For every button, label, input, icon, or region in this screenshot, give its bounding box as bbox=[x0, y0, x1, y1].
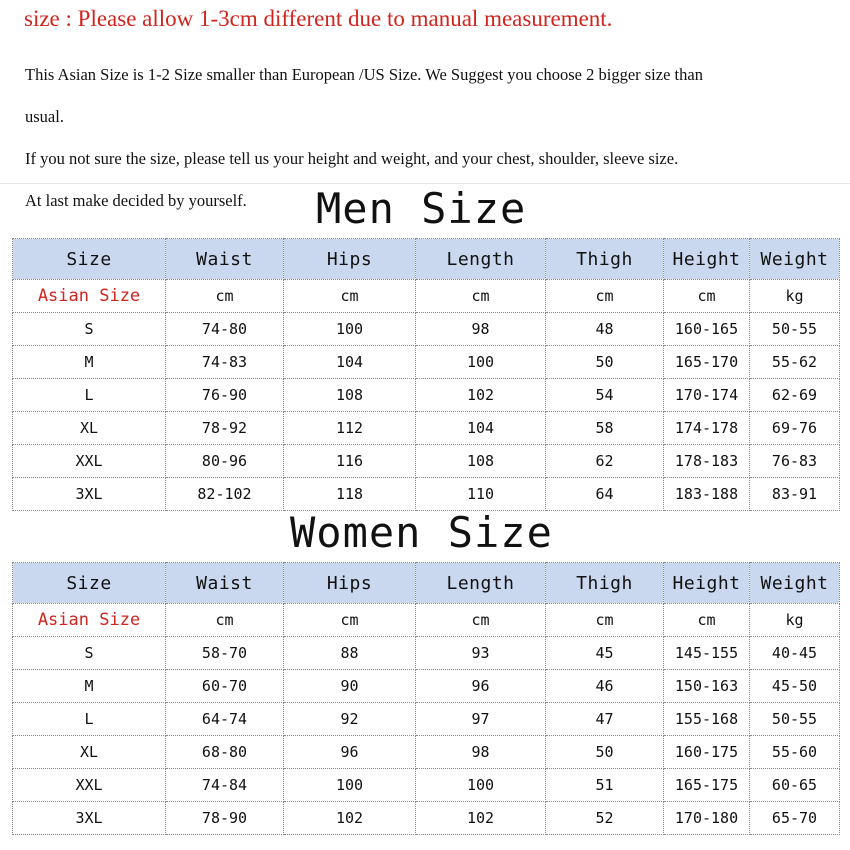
measurement-cell: 165-175 bbox=[664, 769, 750, 802]
measurement-cell: 47 bbox=[546, 703, 664, 736]
size-label-cell: L bbox=[13, 379, 166, 412]
measurement-cell: 64-74 bbox=[166, 703, 284, 736]
measurement-cell: 170-174 bbox=[664, 379, 750, 412]
size-label-cell: 3XL bbox=[13, 478, 166, 511]
column-header: Length bbox=[416, 239, 546, 280]
measurement-cell: 98 bbox=[416, 313, 546, 346]
measurement-notice: size : Please allow 1-3cm different due to manual measurement. bbox=[24, 6, 613, 31]
size-label-cell: S bbox=[13, 637, 166, 670]
units-row bbox=[13, 604, 840, 637]
unit-cell: cm bbox=[664, 604, 750, 637]
size-label-cell: XXL bbox=[13, 769, 166, 802]
measurement-cell: 83-91 bbox=[750, 478, 840, 511]
measurement-cell: 48 bbox=[546, 313, 664, 346]
measurement-cell: 96 bbox=[416, 670, 546, 703]
measurement-cell: 55-62 bbox=[750, 346, 840, 379]
column-header: Height bbox=[664, 239, 750, 280]
measurement-cell: 102 bbox=[416, 379, 546, 412]
measurement-cell: 88 bbox=[284, 637, 416, 670]
table-row bbox=[13, 736, 840, 769]
measurement-cell: 64 bbox=[546, 478, 664, 511]
column-header: Length bbox=[416, 563, 546, 604]
measurement-cell: 62 bbox=[546, 445, 664, 478]
size-label-cell: XL bbox=[13, 736, 166, 769]
measurement-cell: 69-76 bbox=[750, 412, 840, 445]
asian-size-label: Asian Size bbox=[13, 280, 166, 313]
size-label-cell: S bbox=[13, 313, 166, 346]
column-header: Height bbox=[664, 563, 750, 604]
size-advice-line-4: At last make decided by yourself. bbox=[25, 191, 247, 210]
measurement-cell: 108 bbox=[284, 379, 416, 412]
measurement-cell: 74-84 bbox=[166, 769, 284, 802]
measurement-cell: 100 bbox=[284, 313, 416, 346]
men-size-title: Men Size bbox=[316, 184, 527, 233]
size-advice-line-2: usual. bbox=[25, 107, 64, 126]
measurement-cell: 50 bbox=[546, 736, 664, 769]
measurement-cell: 92 bbox=[284, 703, 416, 736]
table-row bbox=[13, 445, 840, 478]
measurement-cell: 80-96 bbox=[166, 445, 284, 478]
measurement-cell: 76-90 bbox=[166, 379, 284, 412]
table-header-row bbox=[13, 239, 840, 280]
units-row bbox=[13, 280, 840, 313]
men-size-table bbox=[12, 238, 840, 511]
measurement-cell: 98 bbox=[416, 736, 546, 769]
measurement-cell: 102 bbox=[284, 802, 416, 835]
measurement-cell: 110 bbox=[416, 478, 546, 511]
measurement-cell: 45 bbox=[546, 637, 664, 670]
column-header: Thigh bbox=[546, 239, 664, 280]
table-row bbox=[13, 379, 840, 412]
unit-cell: cm bbox=[284, 604, 416, 637]
measurement-cell: 96 bbox=[284, 736, 416, 769]
unit-cell: kg bbox=[750, 280, 840, 313]
unit-cell: cm bbox=[416, 280, 546, 313]
measurement-cell: 178-183 bbox=[664, 445, 750, 478]
measurement-cell: 74-80 bbox=[166, 313, 284, 346]
measurement-cell: 150-163 bbox=[664, 670, 750, 703]
measurement-cell: 78-92 bbox=[166, 412, 284, 445]
size-label-cell: L bbox=[13, 703, 166, 736]
measurement-cell: 174-178 bbox=[664, 412, 750, 445]
unit-cell: cm bbox=[546, 604, 664, 637]
measurement-cell: 68-80 bbox=[166, 736, 284, 769]
table-row bbox=[13, 637, 840, 670]
measurement-cell: 55-60 bbox=[750, 736, 840, 769]
measurement-cell: 51 bbox=[546, 769, 664, 802]
column-header: Size bbox=[13, 563, 166, 604]
column-header: Thigh bbox=[546, 563, 664, 604]
unit-cell: cm bbox=[664, 280, 750, 313]
measurement-cell: 60-65 bbox=[750, 769, 840, 802]
measurement-cell: 46 bbox=[546, 670, 664, 703]
column-header: Weight bbox=[750, 563, 840, 604]
column-header: Hips bbox=[284, 239, 416, 280]
unit-cell: cm bbox=[166, 604, 284, 637]
women-size-title: Women Size bbox=[290, 508, 553, 557]
size-label-cell: XXL bbox=[13, 445, 166, 478]
measurement-cell: 82-102 bbox=[166, 478, 284, 511]
measurement-cell: 112 bbox=[284, 412, 416, 445]
measurement-cell: 60-70 bbox=[166, 670, 284, 703]
measurement-cell: 54 bbox=[546, 379, 664, 412]
column-header: Weight bbox=[750, 239, 840, 280]
size-label-cell: 3XL bbox=[13, 802, 166, 835]
unit-cell: cm bbox=[546, 280, 664, 313]
measurement-cell: 45-50 bbox=[750, 670, 840, 703]
measurement-cell: 100 bbox=[416, 769, 546, 802]
table-row bbox=[13, 346, 840, 379]
measurement-cell: 100 bbox=[416, 346, 546, 379]
table-row bbox=[13, 802, 840, 835]
measurement-cell: 97 bbox=[416, 703, 546, 736]
measurement-cell: 65-70 bbox=[750, 802, 840, 835]
table-row bbox=[13, 670, 840, 703]
measurement-cell: 145-155 bbox=[664, 637, 750, 670]
measurement-cell: 93 bbox=[416, 637, 546, 670]
measurement-cell: 155-168 bbox=[664, 703, 750, 736]
measurement-cell: 102 bbox=[416, 802, 546, 835]
table-row bbox=[13, 769, 840, 802]
women-size-table bbox=[12, 562, 840, 835]
size-label-cell: M bbox=[13, 670, 166, 703]
size-label-cell: XL bbox=[13, 412, 166, 445]
measurement-cell: 74-83 bbox=[166, 346, 284, 379]
size-label-cell: M bbox=[13, 346, 166, 379]
measurement-cell: 165-170 bbox=[664, 346, 750, 379]
measurement-cell: 116 bbox=[284, 445, 416, 478]
measurement-cell: 160-175 bbox=[664, 736, 750, 769]
table-row bbox=[13, 412, 840, 445]
measurement-cell: 76-83 bbox=[750, 445, 840, 478]
measurement-cell: 50 bbox=[546, 346, 664, 379]
measurement-cell: 58-70 bbox=[166, 637, 284, 670]
measurement-cell: 170-180 bbox=[664, 802, 750, 835]
measurement-cell: 183-188 bbox=[664, 478, 750, 511]
column-header: Hips bbox=[284, 563, 416, 604]
measurement-cell: 104 bbox=[416, 412, 546, 445]
measurement-cell: 50-55 bbox=[750, 703, 840, 736]
table-header-row bbox=[13, 563, 840, 604]
measurement-cell: 50-55 bbox=[750, 313, 840, 346]
size-advice-line-1: This Asian Size is 1-2 Size smaller than European /US Size. We Suggest you choose 2 bigger size than bbox=[25, 65, 703, 84]
measurement-cell: 104 bbox=[284, 346, 416, 379]
measurement-cell: 52 bbox=[546, 802, 664, 835]
measurement-cell: 90 bbox=[284, 670, 416, 703]
column-header: Waist bbox=[166, 563, 284, 604]
measurement-cell: 108 bbox=[416, 445, 546, 478]
measurement-cell: 78-90 bbox=[166, 802, 284, 835]
measurement-cell: 118 bbox=[284, 478, 416, 511]
table-row bbox=[13, 703, 840, 736]
column-header: Waist bbox=[166, 239, 284, 280]
size-advice-line-3: If you not sure the size, please tell us your height and weight, and your chest, shoulder, sleeve size. bbox=[25, 149, 679, 168]
measurement-cell: 58 bbox=[546, 412, 664, 445]
column-header: Size bbox=[13, 239, 166, 280]
asian-size-label: Asian Size bbox=[13, 604, 166, 637]
table-row bbox=[13, 478, 840, 511]
unit-cell: kg bbox=[750, 604, 840, 637]
unit-cell: cm bbox=[284, 280, 416, 313]
measurement-cell: 160-165 bbox=[664, 313, 750, 346]
measurement-cell: 100 bbox=[284, 769, 416, 802]
measurement-cell: 40-45 bbox=[750, 637, 840, 670]
unit-cell: cm bbox=[416, 604, 546, 637]
measurement-cell: 62-69 bbox=[750, 379, 840, 412]
table-row bbox=[13, 313, 840, 346]
unit-cell: cm bbox=[166, 280, 284, 313]
